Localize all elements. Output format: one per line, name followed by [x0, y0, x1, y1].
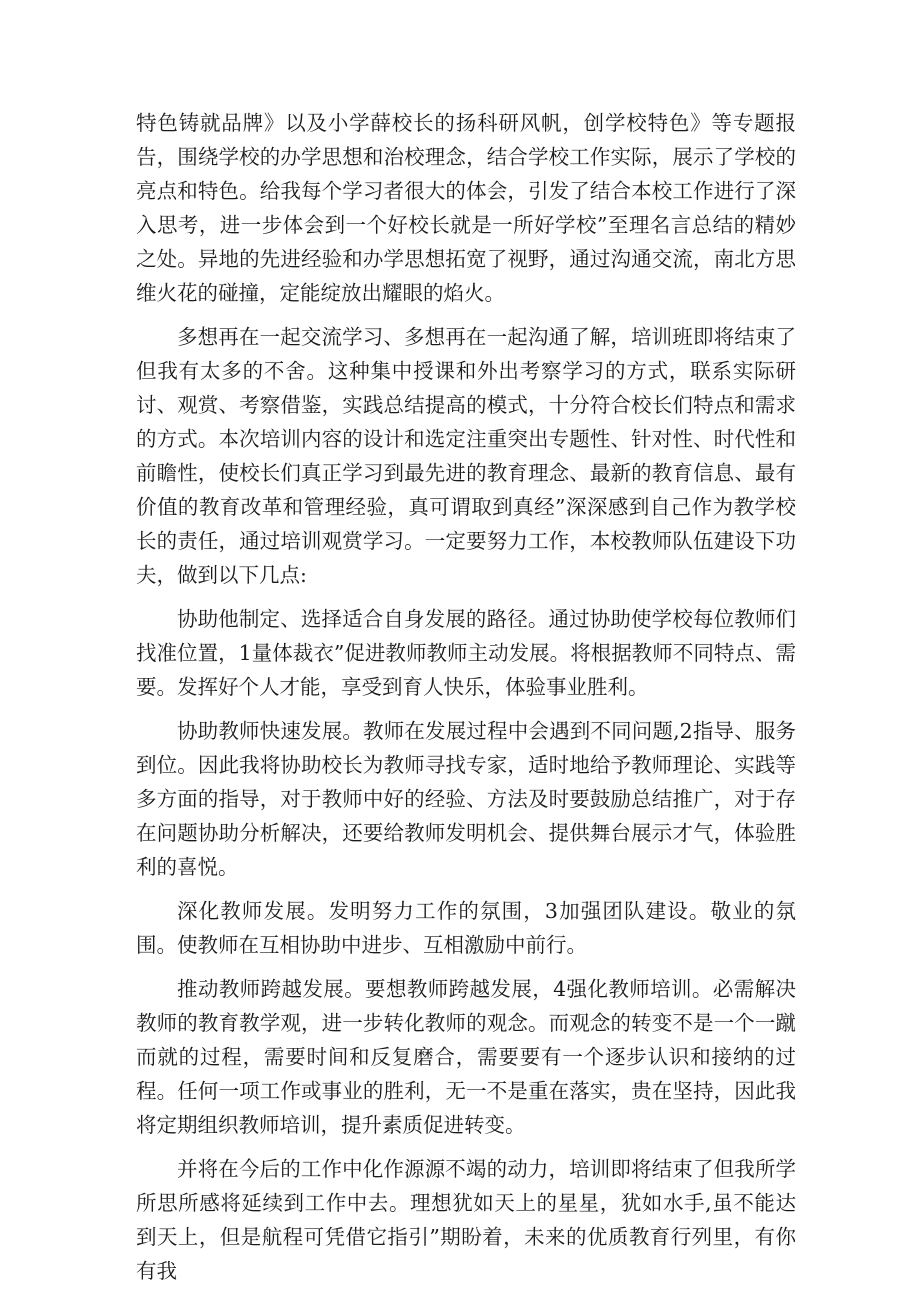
paragraph-3: 协助他制定、选择适合自身发展的路径。通过协助使学校每位教师们找准位置，1量体裁衣”促进教师教师主动发展。将根据教师不同特点、需要。发挥好个人才能，享受到育人快乐，体验事业胜利。: [136, 607, 796, 699]
paragraph-2: 多想再在一起交流学习、多想再在一起沟通了解，培训班即将结束了但我有太多的不舍。这种集中授课和外出考察学习的方式，联系实际研讨、观赏、考察借鉴，实践总结提高的模式，十分符合校长们特点和需求的方式。本次培训内容的设计和选定注重突出专题性、针对性、时代性和前瞻性，使校长们真正学习到最先进的教育理念、最新的教育信息、最有价值的教育改革和管理经验，真可谓取到真经”深深感到自己作为教学校长的责任，通过培训观赏学习。一定要努力工作，本校教师队伍建设下功夫，做到以下几点:: [136, 325, 796, 587]
paragraph-4: 协助教师快速发展。教师在发展过程中会遇到不同问题,2指导、服务到位。因此我将协助校长为教师寻找专家，适时地给予教师理论、实践等多方面的指导，对于教师中好的经验、方法及时要鼓励总结推广，对于存在问题协助分析解决，还要给教师发明机会、提供舞台展示才气，体验胜利的喜悦。: [136, 719, 796, 879]
paragraph-7: 并将在今后的工作中化作源源不竭的动力，培训即将结束了但我所学所思所感将延续到工作中去。理想犹如天上的星星，犹如水手,虽不能达到天上，但是航程可凭借它指引”期盼着，未来的优质教育行列里，有你有我: [136, 1157, 796, 1283]
paragraph-5: 深化教师发展。发明努力工作的氛围，3加强团队建设。敬业的氛围。使教师在互相协助中进步、互相激励中前行。: [136, 899, 796, 957]
paragraph-1: 特色铸就品牌》以及小学薛校长的扬科研风帆，创学校特色》等专题报告，围绕学校的办学思想和治校理念，结合学校工作实际，展示了学校的亮点和特色。给我每个学习者很大的体会，引发了结合本校工作进行了深入思考，进一步体会到一个好校长就是一所好学校”至理名言总结的精妙之处。异地的先进经验和办学思想拓宽了视野，通过沟通交流，南北方思维火花的碰撞，定能绽放出耀眼的焰火。: [136, 111, 796, 305]
paragraph-6: 推动教师跨越发展。要想教师跨越发展，4强化教师培训。必需解决教师的教育教学观，进一步转化教师的观念。而观念的转变不是一个一蹴而就的过程，需要时间和反复磨合，需要要有一个逐步认识和接纳的过程。任何一项工作或事业的胜利，无一不是重在落实，贵在坚持，因此我将定期组织教师培训，提升素质促进转变。: [136, 977, 796, 1137]
document-body: [136, 106, 796, 1288]
